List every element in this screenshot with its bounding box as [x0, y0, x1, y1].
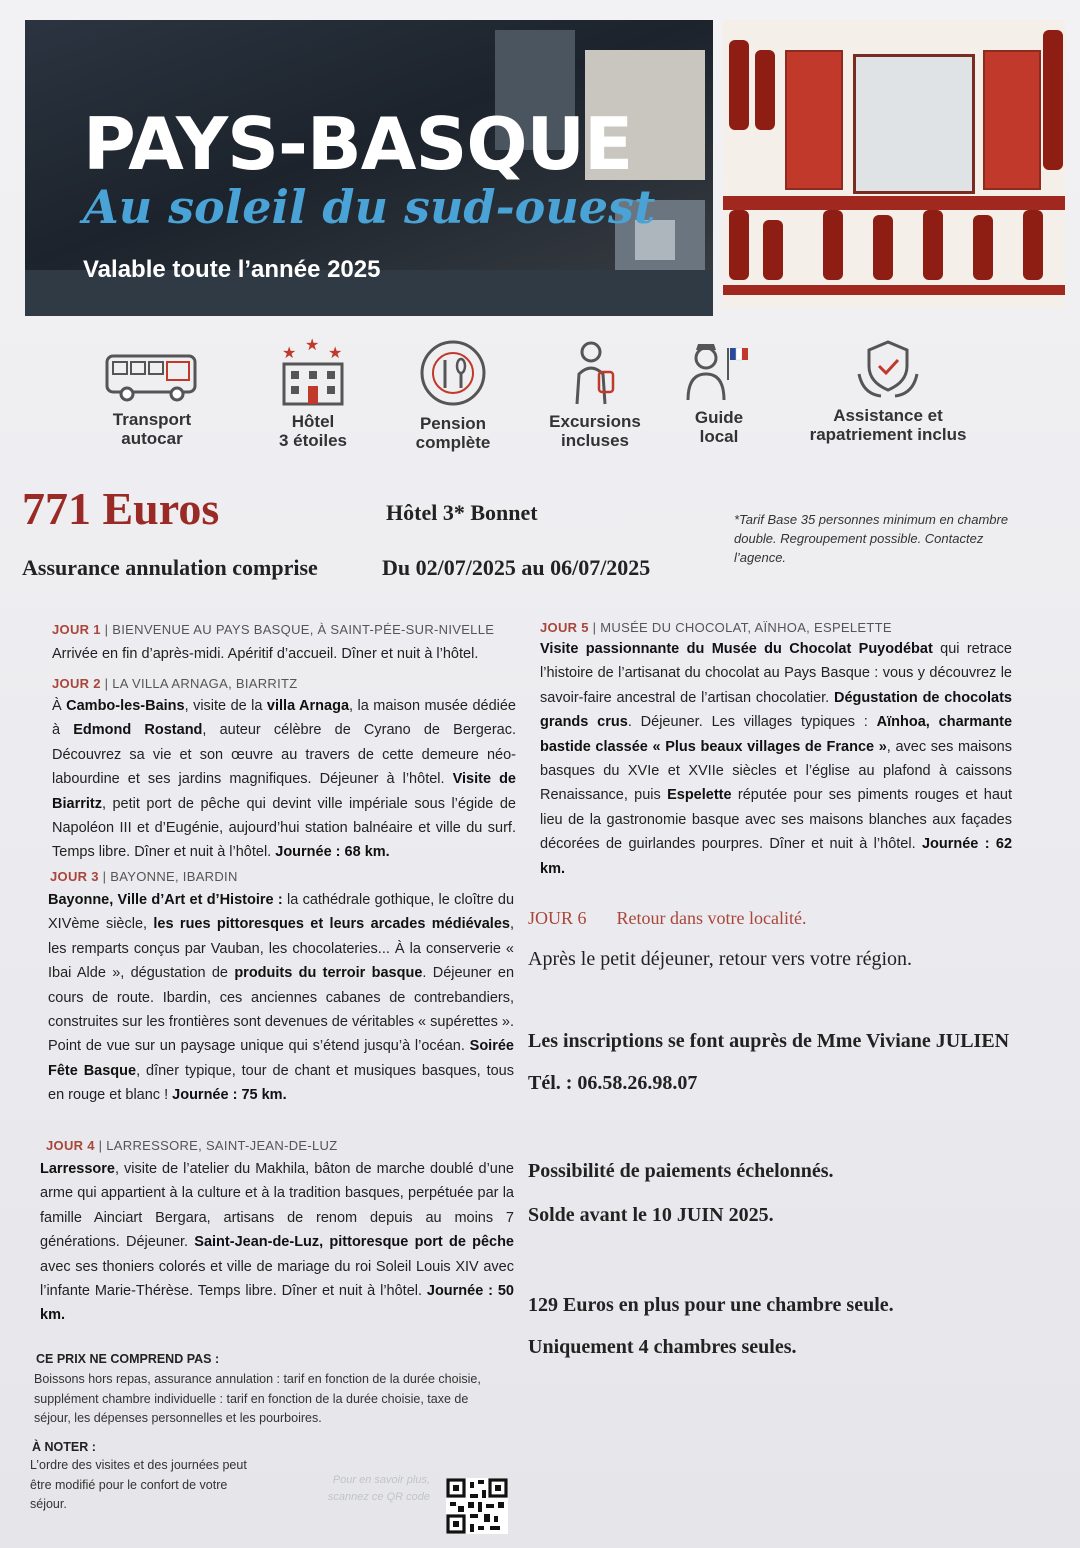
exclusions-text: Boissons hors repas, assurance annulation : tarif en fonction de la durée choisie, supplément chambre individuelle : tarif en fonction de la durée choisie, taxe de séjour, les dépenses personnelles et les pourboires. [34, 1372, 481, 1425]
price: 771 Euros [22, 483, 220, 534]
day-4-heading: JOUR 4 | LARRESSORE, SAINT-JEAN-DE-LUZ [46, 1138, 338, 1153]
qr-code-icon[interactable] [446, 1478, 508, 1534]
banner-photo-harbor [25, 20, 713, 316]
feature-guide [634, 340, 804, 446]
day-5-heading: JOUR 5 | MUSÉE DU CHOCOLAT, AÏNHOA, ESPELETTE [540, 620, 892, 635]
hiker-icon [565, 338, 625, 406]
notice-heading: À NOTER : [32, 1440, 96, 1454]
feature-label-line1: Guide [694, 408, 744, 427]
feature-label-line2: incluses [560, 431, 630, 450]
payment-note: Possibilité de paiements échelonnés. [528, 1160, 834, 1182]
feature-label-line1: Transport [112, 410, 192, 429]
feature-transport [67, 352, 237, 448]
hotel-icon [278, 336, 348, 406]
phone-number: Tél. : 06.58.26.98.07 [528, 1072, 698, 1094]
banner-validity: Valable toute l’année 2025 [83, 256, 381, 283]
single-room-supplement: 129 Euros en plus pour une chambre seule. [528, 1294, 894, 1316]
notice-text: L’ordre des visites et des journées peut être modifié pour le confort de votre séjour. [30, 1458, 247, 1511]
guide-icon [684, 340, 754, 402]
day-1-text: Arrivée en fin d’après-midi. Apéritif d’accueil. Dîner et nuit à l’hôtel. [52, 646, 479, 662]
tarif-note: *Tarif Base 35 personnes minimum en chambre double. Regroupement possible. Contactez l’agence. [734, 512, 1009, 565]
feature-label-line2: local [699, 427, 739, 446]
banner-title: PAYS-BASQUE [83, 102, 633, 186]
banner-slogan: Au soleil du sud-ouest [83, 180, 656, 234]
balance-deadline: Solde avant le 10 JUIN 2025. [528, 1204, 774, 1226]
day-6-text: Après le petit déjeuner, retour vers votre région. [528, 948, 913, 970]
day-6-heading: JOUR 6 Retour dans votre localité. [528, 908, 807, 928]
day-2-heading: JOUR 2 | LA VILLA ARNAGA, BIARRITZ [52, 676, 298, 691]
feature-label-line1: Pension [419, 414, 487, 433]
feature-assistance [788, 338, 988, 444]
exclusions-heading: CE PRIX NE COMPREND PAS : [36, 1352, 220, 1366]
feature-label-line2: complète [415, 433, 491, 452]
banner-photo-basque-house [723, 20, 1065, 308]
qr-caption: Pour en savoir plus, scannez ce QR code [327, 1474, 430, 1503]
plate-icon [418, 338, 488, 408]
svg-text:★: ★ [305, 337, 320, 354]
day-2-text: À Cambo-les-Bains, visite de la villa Arnaga, la maison musée dédiée à Edmond Rostand, auteur célèbre de Cyrano de Bergerac. Découvrez sa vie et son œuvre au travers de cette demeure néo-labourdine et ses jardins magnifiques. Déjeuner à l’hôtel. Visite de Biarritz, petit port de pêche qui devint ville impériale sous l’égide de Napoléon III et d’Eugénie, aujourd’hui station balnéaire et ville du surf. Temps libre. Dîner et nuit à l’hôtel. Journée : 68 km. [52, 698, 517, 861]
feature-label-line2: autocar [121, 429, 183, 448]
svg-text:★: ★ [282, 345, 297, 362]
single-room-limit: Uniquement 4 chambres seules. [528, 1336, 797, 1358]
feature-label-line2: 3 étoiles [278, 431, 348, 450]
day-4-text: Larressore, visite de l’atelier du Makhila, bâton de marche doublé d’une arme qui appartient à la culture et à la tradition basques, perpétuée par la famille Ainciart Bergara, artisans de renom depuis au moins 7 générations. Déjeuner. Saint-Jean-de-Luz, pittoresque port de pêche avec ses thoniers colorés et ville de mariage du roi Soleil Louis XIV avec l’infante Marie-Thérèse. Temps libre. Dîner et nuit à l’hôtel. Journée : 50 km. [40, 1161, 514, 1324]
day-1-heading: JOUR 1 | BIENVENUE AU PAYS BASQUE, À SAINT-PÉE-SUR-NIVELLE [52, 622, 495, 637]
day-3-text: Bayonne, Ville d’Art et d’Histoire : la cathédrale gothique, le cloître du XIVème siècle, les rues pittoresques et leurs arcades médiévales, les remparts conçus par Vauban, les chocolateries... À la conserverie « Ibai Alde », dégustation de produits du terroir basque. Déjeuner en cours de route. Ibardin, ces anciennes cabanes de contrebandiers, construites sur les frontières sont devenues de véritables « supérettes ». Point de vue sur un paysage unique qui s’étend jusqu’à l’océan. Soirée Fête Basque, dîner typique, tour de chant et musiques basques, tous en rouge et blanc ! Journée : 75 km. [48, 892, 515, 1104]
trip-dates: Du 02/07/2025 au 06/07/2025 [382, 555, 651, 580]
day-3-heading: JOUR 3 | BAYONNE, IBARDIN [50, 869, 238, 884]
feature-label-line1: Hôtel [291, 412, 335, 431]
inscriptions-contact: Les inscriptions se font auprès de Mme Viviane JULIEN [528, 1030, 1010, 1052]
feature-label-line1: Excursions [549, 412, 641, 431]
day-5-text: Visite passionnante du Musée du Chocolat Puyodébat qui retrace l’histoire de l’artisanat du chocolat au Pays Basque : vous y découvrez le savoir-faire ancestral de l’artisan chocolatier. Dégustation de chocolats grands crus. Déjeuner. Les villages typiques : Aïnhoa, charmante bastide classée « Plus beaux villages de France », avec ses maisons basques du XVIe et XVIIe siècles et l’église au plafond à caissons Renaissance, puis Espelette réputée pour ses piments rouges et haut lieu de la gastronomie basque avec ses maisons blanches aux façades décorées de guirlandes pourpres. Dîner et nuit à l’hôtel. Journée : 62 km. [540, 641, 1013, 877]
assurance-note: Assurance annulation comprise [22, 555, 318, 580]
svg-text:★: ★ [328, 345, 343, 362]
bus-icon [105, 352, 199, 404]
feature-label-line1: Assistance et [833, 406, 943, 425]
hotel-name: Hôtel 3* Bonnet [386, 500, 538, 525]
shield-hands-icon [857, 338, 919, 400]
feature-label-line2: rapatriement inclus [809, 425, 967, 444]
